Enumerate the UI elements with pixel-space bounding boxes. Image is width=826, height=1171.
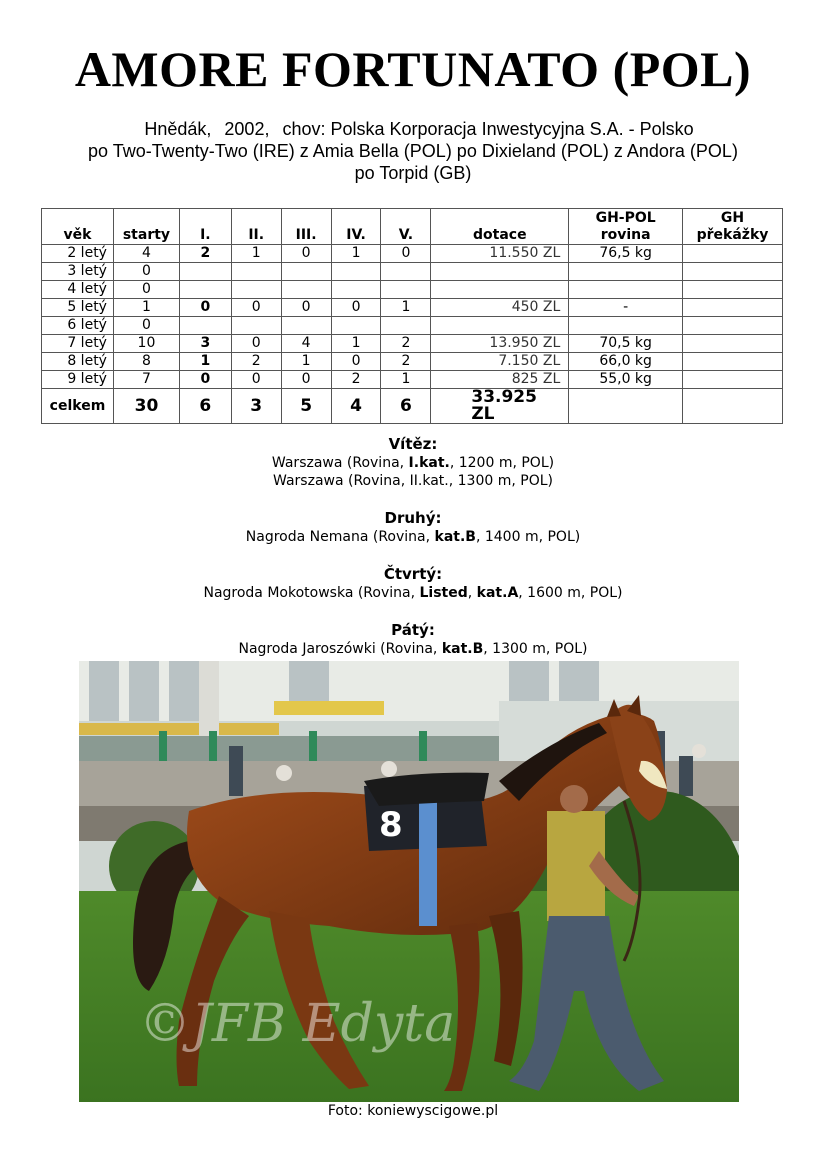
cell-first: 2 <box>179 245 231 263</box>
cell-prize: 13.950 ZL <box>431 335 569 353</box>
total-second: 3 <box>231 389 281 424</box>
notable-results <box>0 434 826 676</box>
fifth-heading: Pátý: <box>391 621 435 639</box>
cell-first <box>179 263 231 281</box>
cell-fifth: 1 <box>381 371 431 389</box>
col-third: III. <box>281 209 331 245</box>
horse-name-title: AMORE FORTUNATO (POL) <box>74 41 752 97</box>
table-row <box>42 263 783 281</box>
col-fifth: V. <box>381 209 431 245</box>
second-heading: Druhý: <box>384 509 442 527</box>
cell-age: 2 letý <box>42 245 114 263</box>
result-line: Nagroda Mokotowska (Rovina, Listed, kat.A, 1600 m, POL) <box>203 585 623 601</box>
cell-third <box>281 317 331 335</box>
cell-age: 5 letý <box>42 299 114 317</box>
cell-second <box>231 263 281 281</box>
total-label: celkem <box>42 389 114 424</box>
cell-gh-flat: 66,0 kg <box>569 353 683 371</box>
cell-first <box>179 317 231 335</box>
cell-prize: 450 ZL <box>431 299 569 317</box>
cell-fifth: 0 <box>381 245 431 263</box>
cell-third: 0 <box>281 245 331 263</box>
col-fourth: IV. <box>331 209 381 245</box>
cell-fourth <box>331 281 381 299</box>
col-starts: starty <box>113 209 179 245</box>
breeder: chov: Polska Korporacja Inwestycyjna S.A. - Polsko <box>282 119 694 139</box>
table-row <box>42 335 783 353</box>
cell-second: 2 <box>231 353 281 371</box>
fourth-group <box>0 564 826 602</box>
table-body <box>42 245 783 389</box>
cell-starts: 0 <box>113 281 179 299</box>
cell-fourth: 1 <box>331 335 381 353</box>
cell-prize: 11.550 ZL <box>431 245 569 263</box>
cell-gh-flat: 76,5 kg <box>569 245 683 263</box>
cell-gh-flat: 70,5 kg <box>569 335 683 353</box>
cell-third <box>281 263 331 281</box>
cell-age: 7 letý <box>42 335 114 353</box>
cell-starts: 0 <box>113 317 179 335</box>
cell-age: 8 letý <box>42 353 114 371</box>
table-header-row <box>42 209 783 245</box>
cell-starts: 4 <box>113 245 179 263</box>
pedigree-line-1 <box>0 118 826 140</box>
second-group <box>0 508 826 546</box>
cell-fourth: 2 <box>331 371 381 389</box>
cell-prize: 7.150 ZL <box>431 353 569 371</box>
cell-third: 4 <box>281 335 331 353</box>
cell-fourth <box>331 317 381 335</box>
cell-second <box>231 317 281 335</box>
cell-fourth: 0 <box>331 353 381 371</box>
table-row <box>42 371 783 389</box>
cell-fourth <box>331 263 381 281</box>
table-total-row <box>42 389 783 424</box>
cell-prize <box>431 281 569 299</box>
cell-fifth: 2 <box>381 353 431 371</box>
cell-age: 3 letý <box>42 263 114 281</box>
table-row <box>42 317 783 335</box>
birth-year: 2002, <box>224 119 270 139</box>
total-first: 6 <box>179 389 231 424</box>
table-row <box>42 299 783 317</box>
cell-starts: 7 <box>113 371 179 389</box>
cell-gh-flat: - <box>569 299 683 317</box>
cell-starts: 10 <box>113 335 179 353</box>
total-starts: 30 <box>113 389 179 424</box>
fourth-heading: Čtvrtý: <box>383 565 443 583</box>
total-fourth: 4 <box>331 389 381 424</box>
cell-first: 3 <box>179 335 231 353</box>
cell-age: 6 letý <box>42 317 114 335</box>
cell-third: 0 <box>281 371 331 389</box>
photo-credit: Foto: koniewyscigowe.pl <box>327 1103 499 1119</box>
fifth-group <box>0 620 826 658</box>
result-line: Warszawa (Rovina, II.kat., 1300 m, POL) <box>273 473 553 489</box>
total-prize: 33.925 ZL <box>431 389 569 424</box>
col-gh-flat: GH-POL rovina <box>569 209 683 245</box>
cell-fifth: 1 <box>381 299 431 317</box>
race-record-table <box>41 208 783 424</box>
cell-gh-flat <box>569 281 683 299</box>
table-row <box>42 245 783 263</box>
cell-fifth: 2 <box>381 335 431 353</box>
cell-starts: 0 <box>113 263 179 281</box>
cell-second: 1 <box>231 245 281 263</box>
cell-prize: 825 ZL <box>431 371 569 389</box>
cell-gh-jump <box>683 299 783 317</box>
cell-fifth <box>381 263 431 281</box>
total-fifth: 6 <box>381 389 431 424</box>
col-gh-jump: GH překážky <box>683 209 783 245</box>
cell-first <box>179 281 231 299</box>
cell-gh-jump <box>683 263 783 281</box>
cell-age: 9 letý <box>42 371 114 389</box>
cell-fifth <box>381 317 431 335</box>
cell-second: 0 <box>231 299 281 317</box>
pedigree-line-2: po Two-Twenty-Two (IRE) z Amia Bella (POL) po Dixieland (POL) z Andora (POL) <box>88 141 738 161</box>
total-gh-flat <box>569 389 683 424</box>
cell-gh-jump <box>683 335 783 353</box>
cell-gh-flat: 55,0 kg <box>569 371 683 389</box>
cell-second: 0 <box>231 371 281 389</box>
cell-gh-jump <box>683 371 783 389</box>
cell-gh-flat <box>569 317 683 335</box>
result-line: Warszawa (Rovina, I.kat., 1200 m, POL) <box>271 455 555 471</box>
saddlecloth-number: 8 <box>379 805 403 845</box>
col-prize: dotace <box>431 209 569 245</box>
pedigree-line-3: po Torpid (GB) <box>354 163 472 183</box>
cell-starts: 1 <box>113 299 179 317</box>
winner-heading: Vítěz: <box>388 435 438 453</box>
table-row <box>42 281 783 299</box>
col-second: II. <box>231 209 281 245</box>
cell-gh-jump <box>683 353 783 371</box>
cell-first: 0 <box>179 371 231 389</box>
table-row <box>42 353 783 371</box>
cell-second <box>231 281 281 299</box>
cell-gh-flat <box>569 263 683 281</box>
cell-gh-jump <box>683 317 783 335</box>
cell-gh-jump <box>683 281 783 299</box>
coat-color: Hnědák, <box>144 119 212 139</box>
cell-third: 0 <box>281 299 331 317</box>
total-third: 5 <box>281 389 331 424</box>
cell-prize <box>431 317 569 335</box>
cell-starts: 8 <box>113 353 179 371</box>
cell-fifth <box>381 281 431 299</box>
cell-third: 1 <box>281 353 331 371</box>
cell-third <box>281 281 331 299</box>
total-gh-jump <box>683 389 783 424</box>
photo-watermark: ©JFB Edyta <box>139 994 456 1054</box>
horse-photo <box>79 661 739 1102</box>
result-line: Nagroda Jaroszówki (Rovina, kat.B, 1300 m, POL) <box>238 641 588 657</box>
cell-first: 0 <box>179 299 231 317</box>
col-first: I. <box>179 209 231 245</box>
cell-gh-jump <box>683 245 783 263</box>
cell-fourth: 1 <box>331 245 381 263</box>
cell-prize <box>431 263 569 281</box>
pedigree-block <box>0 118 826 184</box>
col-age: věk <box>42 209 114 245</box>
cell-age: 4 letý <box>42 281 114 299</box>
cell-second: 0 <box>231 335 281 353</box>
winner-group <box>0 434 826 490</box>
cell-first: 1 <box>179 353 231 371</box>
cell-fourth: 0 <box>331 299 381 317</box>
result-line: Nagroda Nemana (Rovina, kat.B, 1400 m, POL) <box>245 529 581 545</box>
